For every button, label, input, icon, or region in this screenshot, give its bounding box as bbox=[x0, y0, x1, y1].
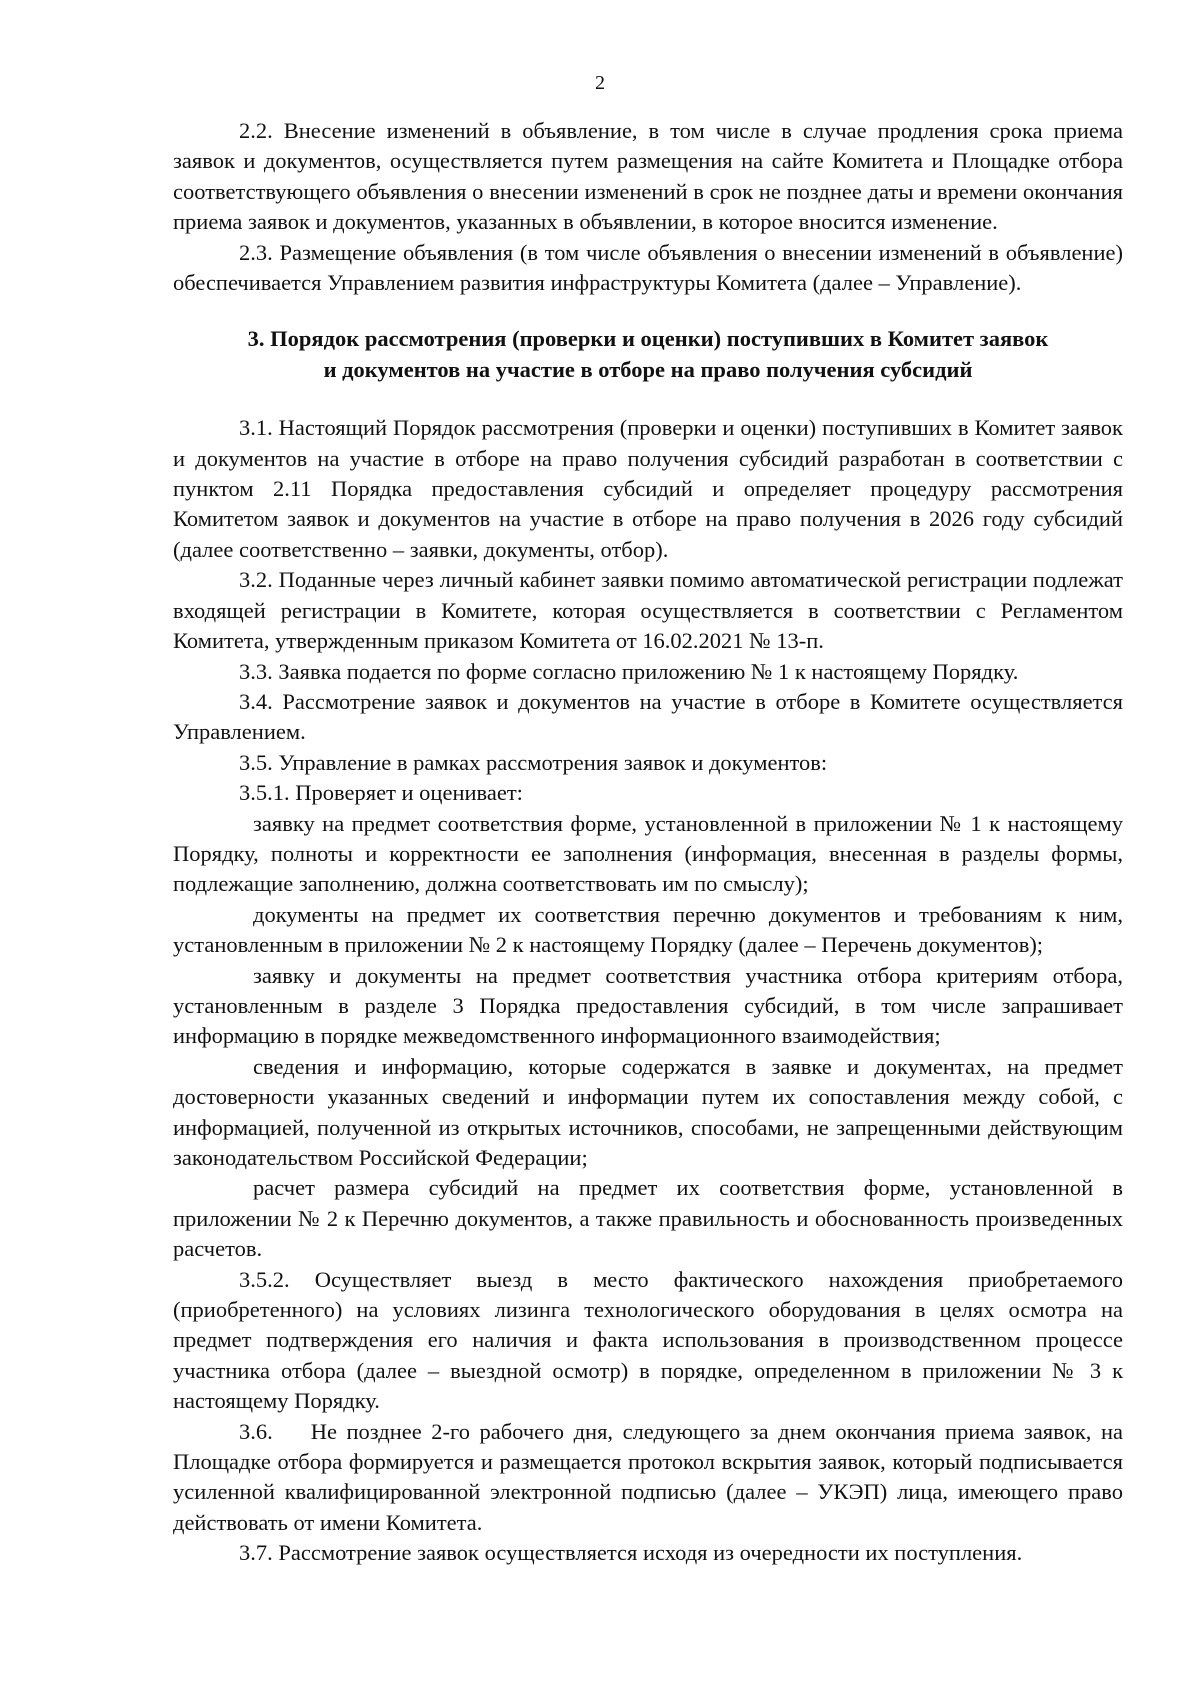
section-heading-line-2: и документов на участие в отборе на право получения субсидий bbox=[323, 356, 973, 382]
section-heading bbox=[173, 324, 1123, 385]
paragraph-3-5-1: 3.5.1. Проверяет и оценивает: bbox=[239, 780, 523, 806]
check-item-selection-criteria: заявку и документы на предмет соответствия участника отбора критериям отбора, установленным в разделе 3 Порядка предоставления субсидий, в том числе запрашивает информацию в порядке межведомственного информационного взаимодействия; bbox=[173, 962, 1123, 1049]
paragraph-2-2: 2.2. Внесение изменений в объявление, в том числе в случае продления срока приема заявок и документов, осуществляется путем размещения на сайте Комитета и Площадке отбора соответствующего объявления о внесении изменений в срок не позднее даты и времени окончания приема заявок и документов, указанных в объявлении, в которое вносится изменение. bbox=[173, 118, 1123, 235]
paragraph-3-7: 3.7. Рассмотрение заявок осуществляется исходя из очередности их поступления. bbox=[239, 1540, 1023, 1566]
paragraph-3-4: 3.4. Рассмотрение заявок и документов на участие в отборе в Комитете осуществляется Управлением. bbox=[173, 688, 1123, 745]
check-item-information-reliability: сведения и информацию, которые содержатся в заявке и документах, на предмет достоверности указанных сведений и информации путем их сопоставления между собой, с информацией, полученной из открытых источников, способами, не запрещенными действующим законодательством Российской Федерации; bbox=[173, 1053, 1123, 1170]
check-item-subsidy-calculation: расчет размера субсидий на предмет их соответствия форме, установленной в приложении № 2 к Перечню документов, а также правильность и обоснованность произведенных расчетов. bbox=[173, 1175, 1123, 1262]
paragraph-3-5: 3.5. Управление в рамках рассмотрения заявок и документов: bbox=[239, 749, 828, 775]
check-item-documents-list: документы на предмет их соответствия перечню документов и требованиям к ним, установленным в приложении № 2 к настоящему Порядку (далее – Перечень документов); bbox=[173, 901, 1123, 958]
section-heading-line-1: 3. Порядок рассмотрения (проверки и оценки) поступивших в Комитет заявок bbox=[247, 326, 1049, 352]
document-body bbox=[173, 116, 1123, 1569]
paragraph-2-3: 2.3. Размещение объявления (в том числе объявления о внесении изменений в объявление) обеспечивается Управлением развития инфраструктуры Комитета (далее – Управление). bbox=[173, 239, 1123, 296]
paragraph-3-6-number: 3.6. bbox=[239, 1418, 273, 1444]
check-item-application-form: заявку на предмет соответствия форме, установленной в приложении № 1 к настоящему Порядку, полноты и корректности ее заполнения (информация, внесенная в разделы формы, подлежащие заполнению, должна соответствовать им по смыслу); bbox=[173, 810, 1123, 897]
paragraph-3-6-text: Не позднее 2-го рабочего дня, следующего за днем окончания приема заявок, на Площадке отбора формируется и размещается протокол вскрытия заявок, который подписывается усиленной квалифицированной электронной подписью (далее – УКЭП) лица, имеющего право действовать от имени Комитета. bbox=[173, 1418, 1123, 1535]
paragraph-3-6 bbox=[173, 1417, 1123, 1539]
paragraph-3-3: 3.3. Заявка подается по форме согласно приложению № 1 к настоящему Порядку. bbox=[239, 658, 1019, 684]
paragraph-3-5-2: 3.5.2. Осуществляет выезд в место фактического нахождения приобретаемого (приобретенного) на условиях лизинга технологического оборудования в целях осмотра на предмет подтверждения его наличия и факта использования в производственном процессе участника отбора (далее – выездной осмотр) в порядке, определенном в приложении № 3 к настоящему Порядку. bbox=[173, 1266, 1123, 1414]
page-number: 2 bbox=[595, 72, 605, 94]
paragraph-3-2: 3.2. Поданные через личный кабинет заявки помимо автоматической регистрации подлежат входящей регистрации в Комитете, которая осуществляется в соответствии с Регламентом Комитета, утвержденным приказом Комитета от 16.02.2021 № 13-п. bbox=[173, 567, 1123, 654]
paragraph-3-1: 3.1. Настоящий Порядок рассмотрения (проверки и оценки) поступивших в Комитет заявок и документов на участие в отборе на право получения субсидий разработан в соответствии с пунктом 2.11 Порядка предоставления субсидий и определяет процедуру рассмотрения Комитетом заявок и документов на участие в отборе на право получения в 2026 году субсидий (далее соответственно – заявки, документы, отбор). bbox=[173, 415, 1123, 562]
